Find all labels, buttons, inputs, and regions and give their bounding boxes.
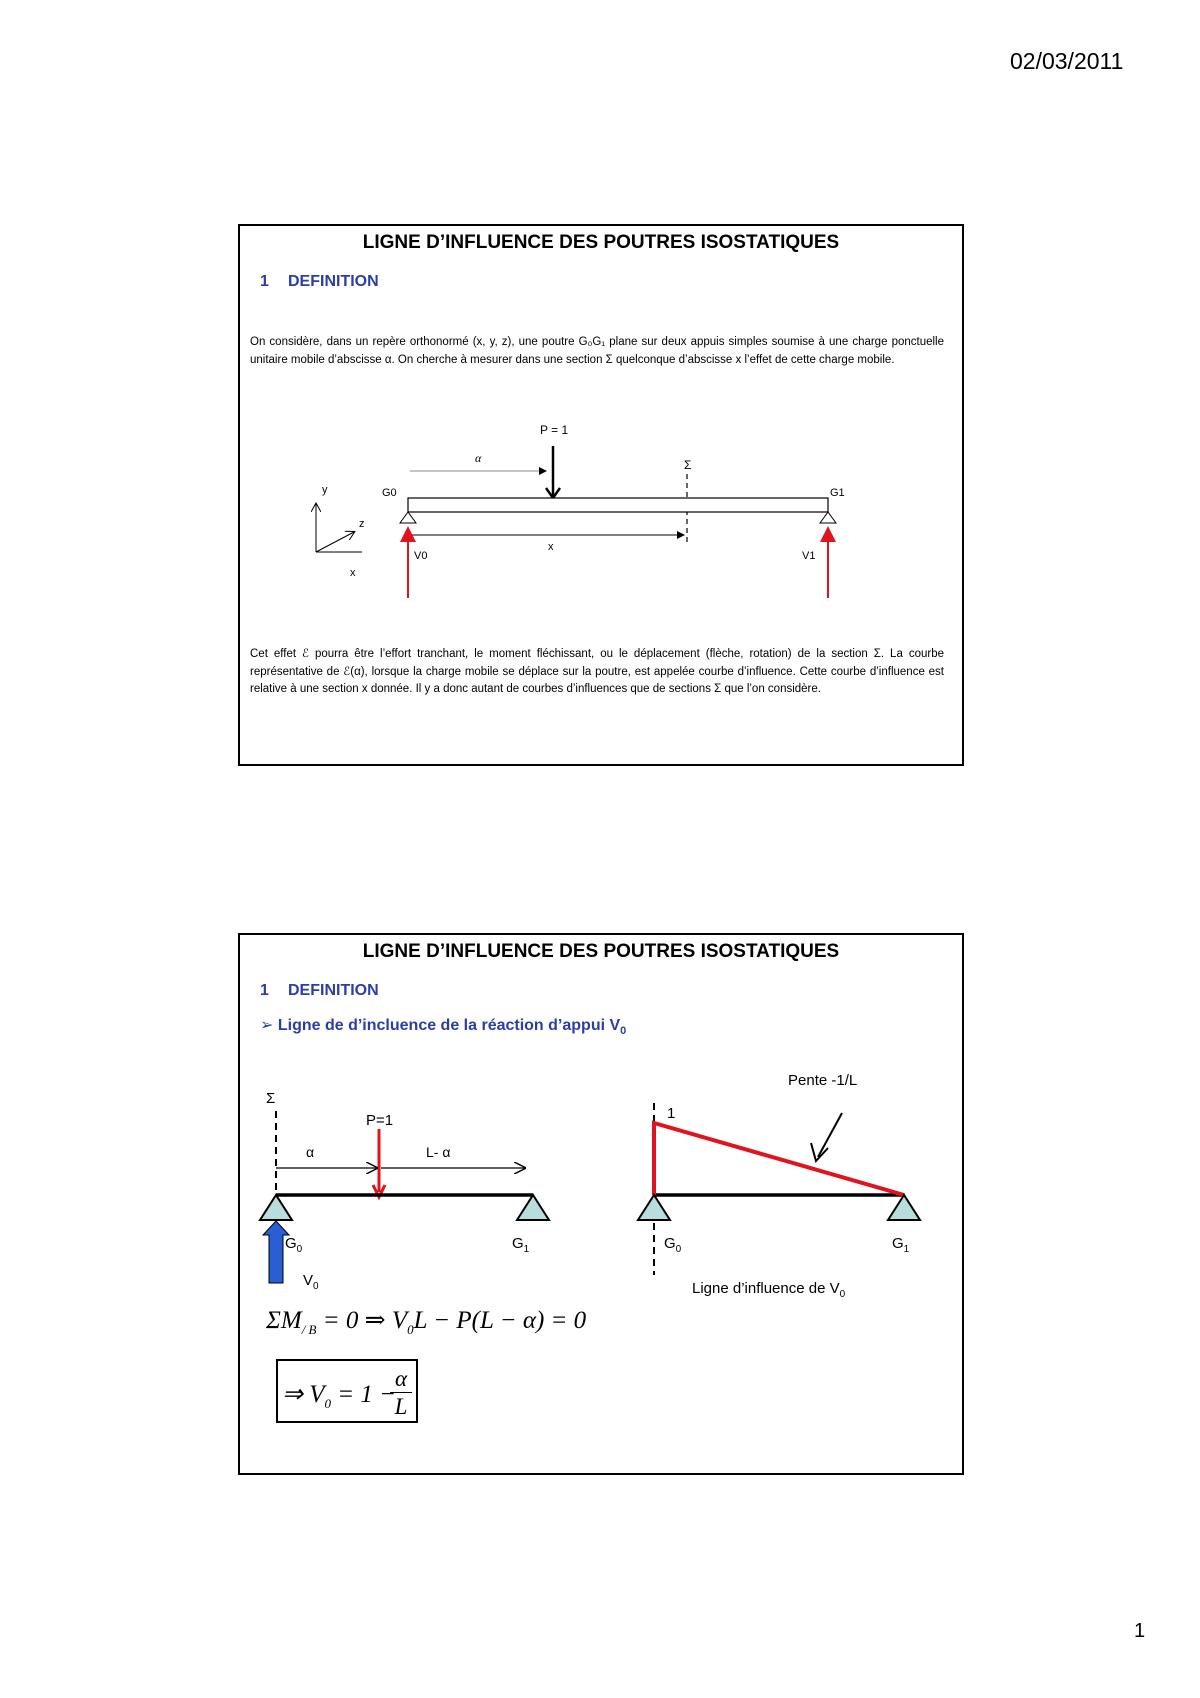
subsection-sub: 0: [620, 1025, 627, 1038]
paragraph-effect: Cet effet ℰ pourra être l’effort tranchant, le moment fléchissant, ou le déplacement (flèche, rotation) de la section Σ. La courbe représentative de ℰ(α), lorsque la charge mobile se déplace sur la poutre, est appelée courbe d’influence. Cette courbe d’influence est relative à une section x donnée. Il y a donc autant de courbes d’influences que de sections Σ que l’on considère.: [250, 648, 944, 695]
section-label: Σ: [684, 458, 692, 472]
axis-y-label: y: [322, 484, 328, 496]
axis-z-label: z: [359, 518, 365, 530]
beam: [408, 498, 828, 512]
influence-left-support: [638, 1195, 670, 1220]
subsection-title: Ligne de d’incluence de la réaction d’appui V: [277, 1017, 621, 1034]
reaction-v0-label: $V_0$: [303, 1272, 319, 1292]
fraction-numerator: α: [394, 1366, 408, 1391]
influence-right-support: [888, 1195, 920, 1220]
load-label: P = 1: [540, 423, 569, 437]
influence-value-label: 1: [667, 1105, 676, 1122]
moment-equation: $\Sigma M_{/ B} = 0$ ⇒ $V_0L - P(L - \alpha) = 0$: [266, 1307, 587, 1337]
section-number: 1: [260, 273, 269, 290]
result-fraction: [390, 1365, 412, 1420]
page-number: 1: [1134, 1620, 1146, 1642]
slide-title: LIGNE D’INFLUENCE DES POUTRES ISOSTATIQUES: [362, 232, 840, 253]
section-title: DEFINITION: [288, 982, 379, 999]
load-label: P=1: [366, 1112, 394, 1129]
z-axis: [316, 532, 354, 552]
influence-node-g0: $G_0$: [664, 1235, 682, 1255]
x-label: x: [548, 541, 554, 553]
slide-definition: [238, 224, 964, 766]
left-support: [260, 1195, 292, 1220]
section-label: Σ: [266, 1090, 276, 1107]
fraction-denominator: L: [394, 1394, 408, 1419]
alpha-label: α: [306, 1144, 315, 1160]
right-support: [820, 512, 836, 523]
influence-line: [654, 1123, 904, 1195]
influence-node-g1: $G_1$: [892, 1235, 910, 1255]
slide-reaction-influence: [238, 933, 964, 1475]
reaction-v1-label: V1: [802, 550, 816, 562]
node-g1: G1: [830, 487, 845, 499]
date: 02/03/2011: [1010, 48, 1124, 74]
paragraph-intro: On considère, dans un repère orthonormé (x, y, z), une poutre G₀G₁ plane sur deux appuis simples soumise à une charge ponctuelle unitaire mobile d’abscisse α. On cherche à mesurer dans une section Σ quelconque d’abscisse x l’effet de cette charge mobile.: [250, 336, 944, 366]
axis-x-label: x: [350, 567, 356, 579]
bullet-arrow-icon: ➢: [260, 1017, 274, 1034]
slope-pointer: [818, 1113, 842, 1157]
alpha-label: α: [475, 451, 482, 465]
section-title: DEFINITION: [288, 273, 379, 290]
left-support: [400, 512, 416, 523]
result-formula-box: [276, 1359, 418, 1423]
slide-title: LIGNE D’INFLUENCE DES POUTRES ISOSTATIQUES: [362, 941, 840, 962]
slope-label: Pente -1/L: [788, 1072, 858, 1089]
node-g0: G0: [382, 487, 397, 499]
slope-pointer-head: [811, 1143, 828, 1161]
reaction-v0-label: V0: [414, 550, 428, 562]
section-number: 1: [260, 982, 269, 999]
influence-caption: Ligne d’influence de $V_0$: [692, 1280, 846, 1300]
node-g0: $G_0$: [285, 1235, 303, 1255]
right-support: [517, 1195, 549, 1220]
reaction-v0-arrow: [263, 1221, 289, 1283]
node-g1: $G_1$: [512, 1235, 530, 1255]
rest-label: L- α: [426, 1144, 451, 1160]
result-formula-lhs: ⇒ $V_0 = 1$ −: [282, 1381, 396, 1411]
